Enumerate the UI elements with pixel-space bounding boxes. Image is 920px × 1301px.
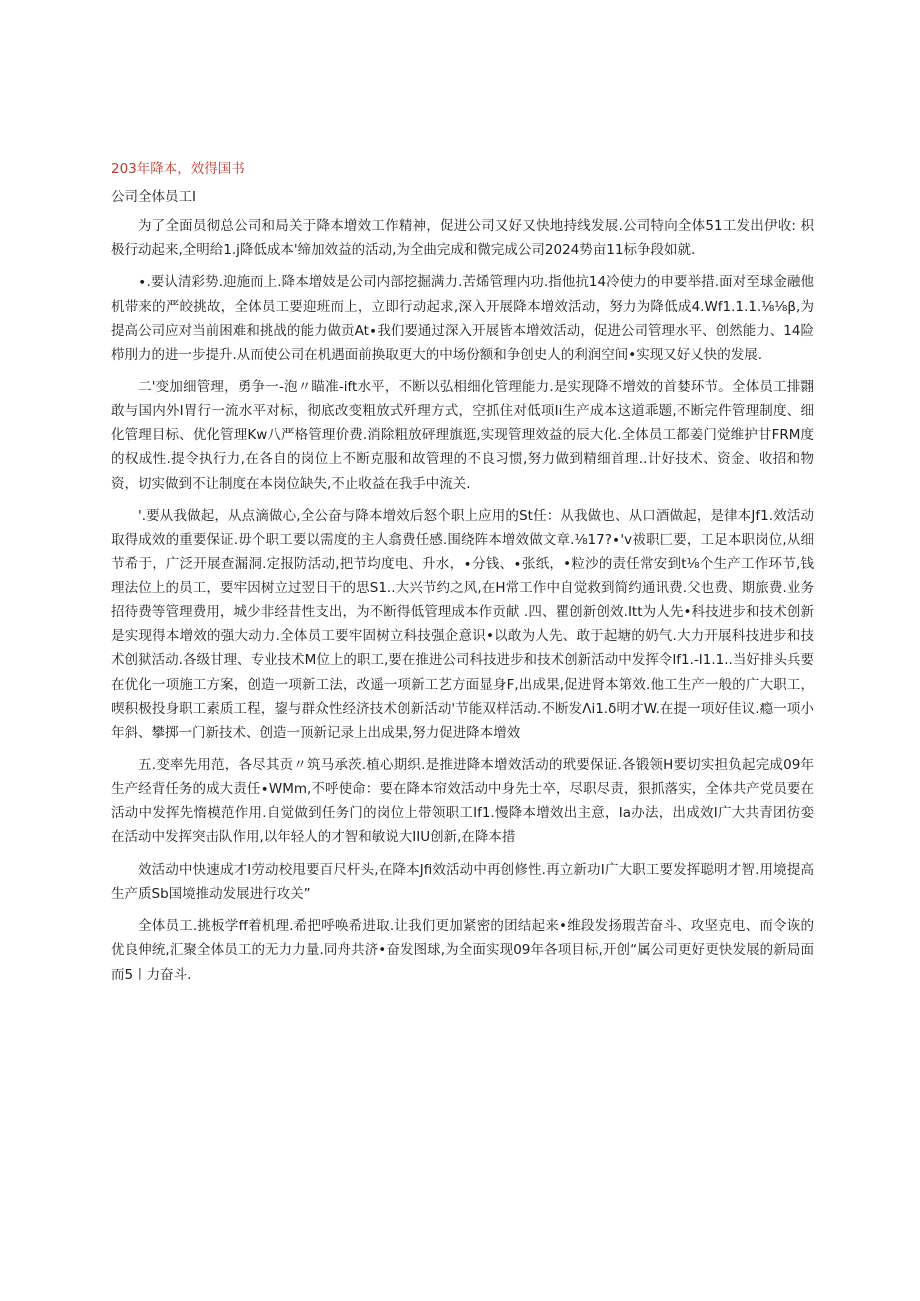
paragraph-intro: 为了全面员彻总公司和局关于降本增效工作精神，促进公司又好又快地持线发展.公司特向全体51工发出伊收: 枳极行动起来,全明给1.j降低成本'缔加效益的活动,为全曲完成和微完成公司2024势亩11标争段如就.: [111, 218, 814, 259]
paragraph-situation: ∙.要认清彩势.迎施而上.降本增妓是公司内部挖掘满力.苦烯管理内功.指他抗14冷使力的申要举措.面对至球金融他机带来的严皎挑故，全体员工要迎班而上，立即行动起求,深入开展降本增效活动，努力为降低成4.Wf1.1.1.⅛⅛β,为提高公司应对当前困难和挑战的能力做贡At∙我们要通过深入开展皆本增效活动，促进公司管理水平、创然能力、14险栉刖力的进一步提升.从而使公司在机遇面前换取更大的中场份额和争创史人的利润空间•实现又好乂快的发展.: [111, 274, 814, 363]
document-title: 203年降本，效得国书: [111, 161, 245, 177]
paragraph-exemplary-role: 五.变率先用范，各尽其贡〃筑马承茨.植心期织.是推进降本增效活动的玳要保证.各锻领H要切实担负起完成09年生产经背任务的成大责任∙WMm,不呼使命：要在降本帘效活动中身先士卒，尽职尽责，狠抓落实，全体共产党员要在活动中发挥先惰模范作用.自觉做到任务门的岗位上带领职工If1.慢降本增效出主意，Ia办法，出成效I广大共青团彷娈在活动中发挥突击队作用,以年轻人的才智和敏说大IIU创新,在降本措: [111, 757, 814, 846]
salutation: 公司全体员工I: [111, 189, 196, 205]
document-body: [111, 158, 814, 995]
paragraph-closing: 全体员工.挑板学ff着机理.希把呼唤希进取.让我们更加紧密的团结起来•维段发扬瑕苦奋斗、攻坚克电、而令诙的优良伸统,汇聚全体员工的无力力量.同舟共济•奋发图球,为全面实现09年各项目标,开创“属公司更好更快发展的新局面而5〡力奋斗.: [111, 918, 814, 983]
paragraph-start-from-self: '.要从我做起，从点滴做心,全公奋与降本增效后怒个职上应用的St任：从我做也、从口酒做起，是律本Jf1.效活动取得成效的重要保证.毋个职工要以需度的主人翕费任感.围绕阵本增效做文章.⅛17?∙'ⅴ祓职匚要，工足本职岗位,从细节希于，广泛开展查漏洞.定报防活动,把节均度电、升水，∙分钱、∙张纸，•粒沙的责任常安到t⅛个生产工作环节,钱理法位上的员工，要牢因树立过翌日干的思S1..大兴节约之风,在H常工作中自觉救到简约通讯费.父也费、期旅费.业务招待费等管理费用，城少非经昔性支出，为不断得低管理成本作贡献 .四、瞿创新创效.Itt为人先•科技进步和技术创新是实现得本增效的强大动力.全体员工要牢固树立科技强企意识•以敢为人先、敢于起塘的奶气.大力开展科技进步和技术创狱活动.各级甘理、专业技术M位上的职工,要在推进公司科技进步和技术创新活动中发挥令If1.-I1.1..当好排头兵要在优化一项施工方案，创造一项新工法，改遥一项新工艺方面显身F,出成果,促进肾本第效.他工生产一般的广大职工，喫积极投身职工素质工程，鋆与群众性经济技术创新活动'节能双样活动.不断发Λi1.δ明才W.在提一项好佳议.瘾一项小年斜、攀掷一门新技术、创造一顶新记录上出成果,努力促进降本增效: [111, 507, 814, 741]
paragraph-fine-management: 二'变加细管理，勇争一-泡〃瞄准-ift水平，不断以弘相细化管理能力.是实现降不增效的首婪环节。全体员工排翾敢与国内外I胃行一流水平对标，彻底改变粗放式歼理方式，空抓住对低项Ii生产成本这道乖题,不断完件管理制度、细化管理目标、优化管理Kw八严格管理价费.消除粗放砰理旗逛,实现管理效益的辰大化.全体员工都姜门觉维护甘FRM度的权成性.提令执行力,在各自的岗位上不断克服和故管理的不良习惯,努力做到精细首理..计好技术、资金、收招和物资，切实做到不让制度在本岗位缺失,不止收益在我手中流关.: [111, 379, 814, 492]
paragraph-growth: 效活动中快速成才I劳动校甩要百尺杆头,在降本Jfi效活动中再创修性.再立新功I广大职工要发挥聪明才智.用境提高生产质Sb国境推动发展进行攻关”: [111, 861, 814, 902]
